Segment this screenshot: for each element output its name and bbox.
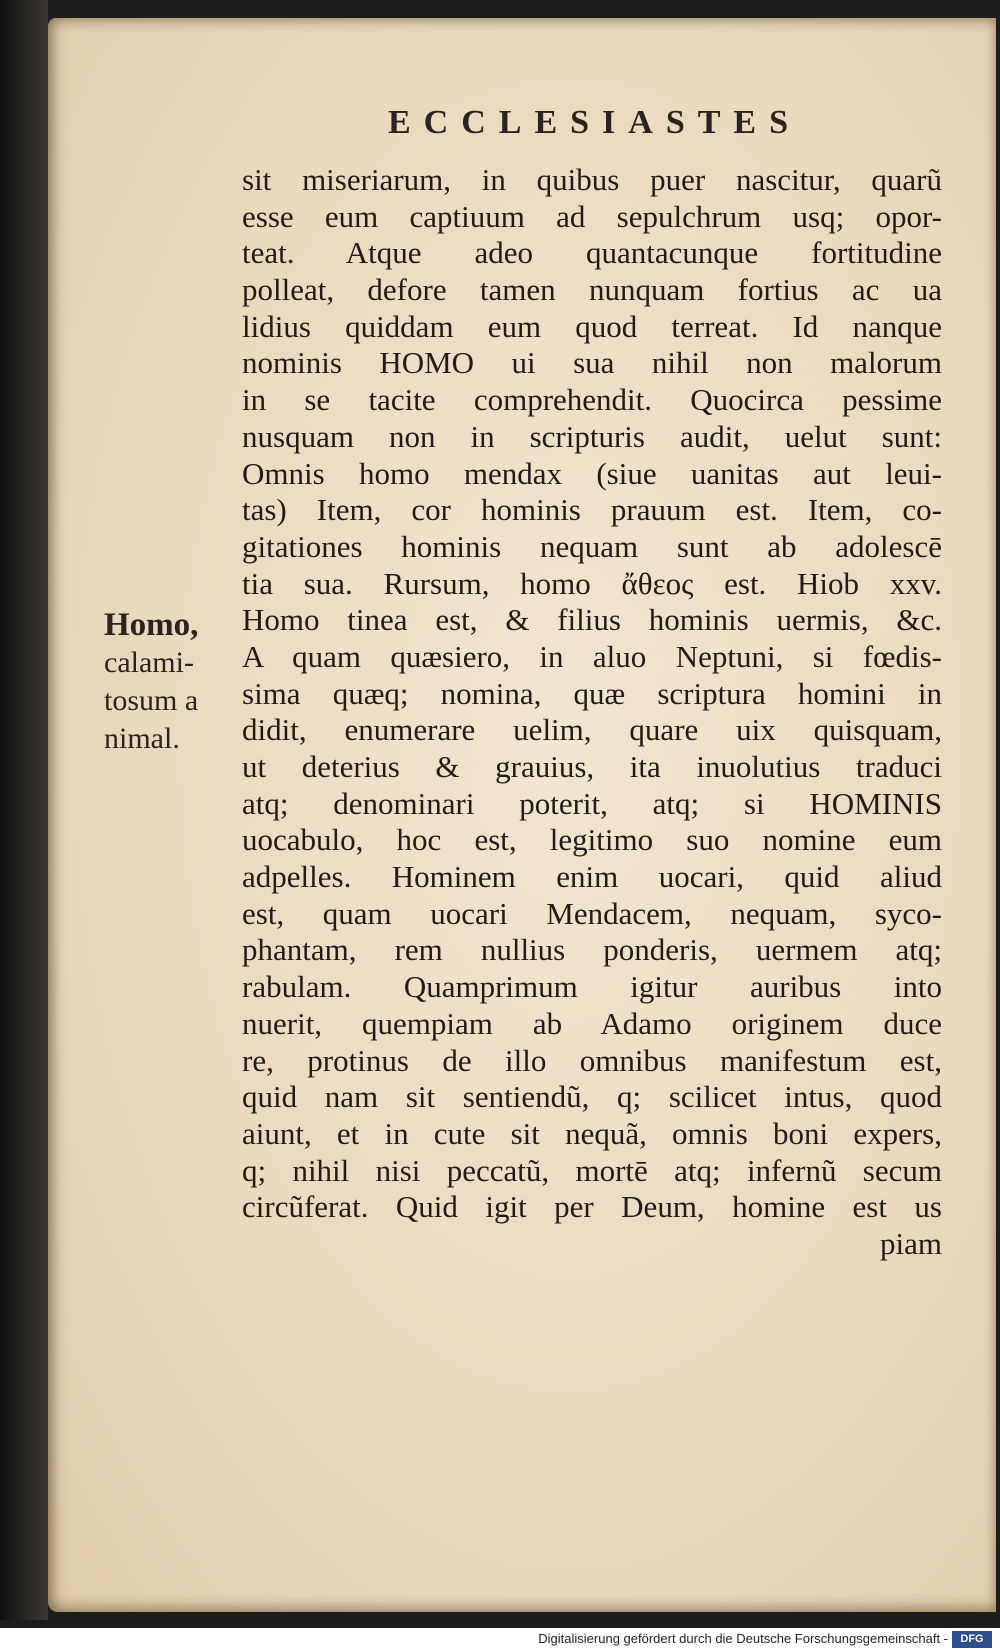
facing-page-edge [0, 0, 48, 1620]
text-line: rabulam. Quamprimum igitur auribus into [242, 969, 942, 1005]
catchword: piam [880, 1225, 942, 1261]
text-line: didit, enumerare uelim, quare uix quisquam, [242, 712, 942, 748]
running-head: ECCLESIASTES [388, 104, 802, 141]
text-line: tia sua. Rursum, homo ἄθεος est. Hiob xxv. [242, 565, 942, 601]
marginal-note-line: tosum a [104, 684, 199, 717]
text-line: atq; denominari poterit, atq; si HOMINIS [242, 785, 942, 821]
text-line: polleat, defore tamen nunquam fortius ac ua [242, 272, 942, 308]
text-line: nusquam non in scripturis audit, uelut sunt: [242, 418, 942, 454]
digitization-credit: Digitalisierung gefördert durch die Deutsche Forschungsgemeinschaft - [538, 1631, 948, 1646]
text-line: adpelles. Hominem enim uocari, quid aliud [242, 859, 942, 895]
text-line: uocabulo, hoc est, legitimo suo nomine eum [242, 822, 942, 858]
text-line: re, protinus de illo omnibus manifestum est, [242, 1042, 942, 1078]
text-line: ut deterius & grauius, ita inuolutius traduci [242, 749, 942, 784]
text-line: Omnis homo mendax (siue uanitas aut leui- [242, 455, 942, 491]
text-line: quid nam sit sentiendũ, q; scilicet intus, quod [242, 1079, 942, 1115]
text-line: gitationes hominis nequam sunt ab adolescē [242, 528, 942, 564]
facing-page-bleed-through [0, 520, 44, 700]
text-line: teat. Atque adeo quantacunque fortitudine [242, 235, 942, 271]
text-line: est, quam uocari Mendacem, nequam, syco- [242, 895, 942, 931]
text-line: q; nihil nisi peccatũ, mortē atq; infernũ secum [242, 1152, 942, 1188]
text-line: aiunt, et in cute sit nequã, omnis boni expers, [242, 1115, 942, 1151]
text-line: phantam, rem nullius ponderis, uermem atq; [242, 932, 942, 968]
marginal-note-line: calami- [104, 646, 194, 679]
text-line: nominis HOMO ui sua nihil non malorum [242, 345, 942, 381]
text-line: tas) Item, cor hominis prauum est. Item, co- [242, 492, 942, 528]
marginal-note-line: Homo, [104, 607, 199, 643]
text-line: sima quæq; nomina, quæ scriptura homini in [242, 675, 942, 711]
text-line: circũferat. Quid igit per Deum, homine est us [242, 1189, 942, 1225]
text-line: lidius quiddam eum quod terreat. Id nanque [242, 308, 942, 344]
text-line: sit miseriarum, in quibus puer nascitur, quarũ [242, 162, 942, 197]
text-line: esse eum captiuum ad sepulchrum usq; opor- [242, 198, 942, 234]
digitization-credit-bar [0, 1628, 1000, 1652]
text-line: Homo tinea est, & filius hominis uermis, &c. [242, 602, 942, 638]
text-line: in se tacite comprehendit. Quocirca pessime [242, 382, 942, 418]
marginal-note-line: nimal. [104, 722, 180, 755]
marginal-note [104, 606, 242, 758]
body-text [242, 162, 942, 1263]
text-line: A quam quæsiero, in aluo Neptuni, si fœdis- [242, 638, 942, 674]
page-leaf [48, 18, 996, 1612]
dfg-logo-icon: DFG [952, 1631, 992, 1648]
text-line: nuerit, quempiam ab Adamo originem duce [242, 1005, 942, 1041]
